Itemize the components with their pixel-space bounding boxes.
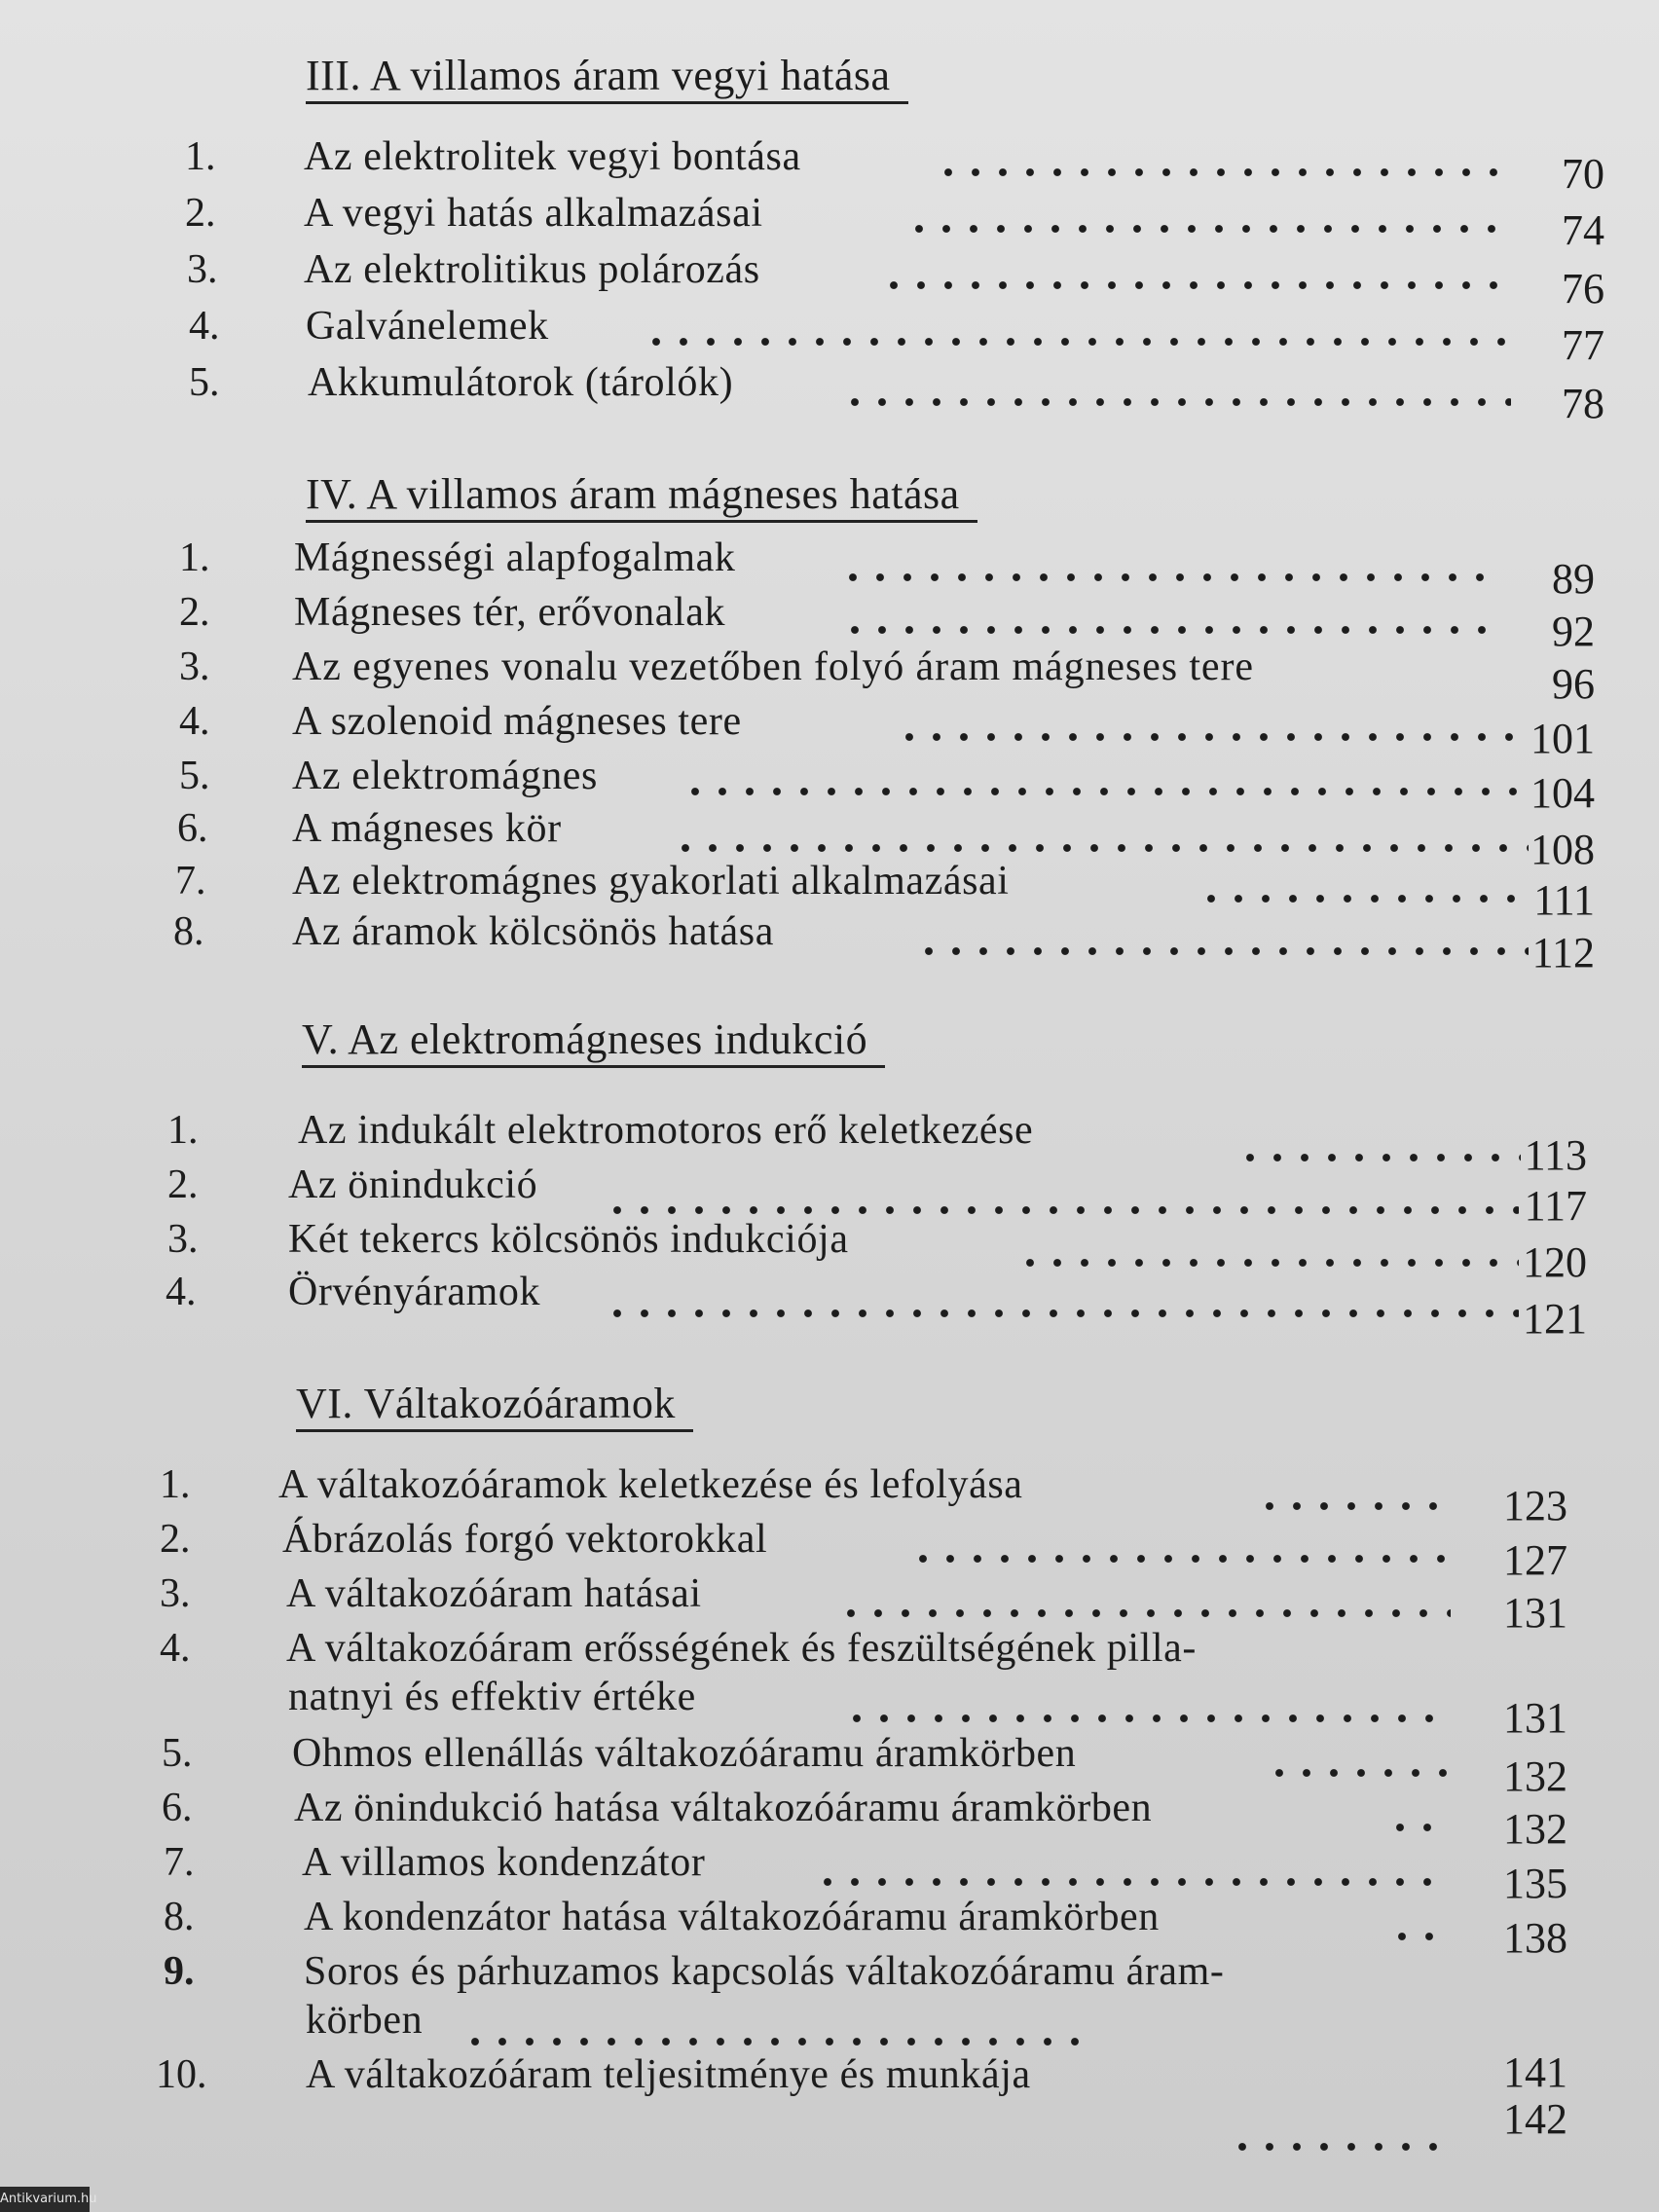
entry-page: 70 [1562,150,1604,198]
section-title: VI. Váltakozóáramok [296,1379,693,1432]
leader-dots [841,625,1501,635]
toc-entry [0,588,1659,655]
entry-number: 5. [162,1731,193,1776]
entry-number: 1. [179,535,210,580]
entry-title: A szolenoid mágneses tere [292,699,742,744]
leader-dots [1198,894,1529,903]
entry-page: 92 [1552,608,1595,655]
toc-entry [0,302,1659,369]
toc-entry [0,1947,1659,2056]
entry-number: 2. [185,191,216,236]
entry-page: 96 [1552,660,1595,708]
entry-title-continuation: körben [306,1998,424,2043]
entry-title: Az egyenes vonalu vezetőben folyó áram mágneses tere [292,645,1254,689]
toc-entry [0,1838,1659,1907]
leader-dots [1229,2142,1451,2152]
leader-dots [1266,1768,1451,1778]
entry-number: 8. [164,1895,195,1939]
toc-entry [0,1569,1659,1637]
leader-dots [1016,1258,1519,1268]
entry-title: A váltakozóáram hatásai [286,1571,702,1616]
entry-number: 8. [173,909,204,954]
entry-number: 6. [177,806,208,851]
entry-number: 10. [156,2052,207,2097]
toc-entry [0,1729,1659,1800]
entry-title: Mágnességi alapfogalmak [294,535,736,580]
toc-entry [0,1784,1659,1853]
toc-entry [0,1268,1659,1343]
entry-title: A vegyi hatás alkalmazásai [304,191,763,236]
leader-dots [604,1309,1519,1318]
leader-dots [905,224,1511,234]
entry-title: Az elektrolitikus polározás [304,247,760,292]
leader-dots [643,337,1511,347]
toc-entry [0,697,1659,762]
entry-page: 142 [1503,2095,1567,2143]
entry-number: 4. [160,1626,191,1671]
entry-title: Soros és párhuzamos kapcsolás váltakozóáramu áram- [304,1949,1225,1994]
entry-title: A kondenzátor hatása váltakozóáramu áramkörben [304,1895,1160,1939]
entry-number: 4. [179,699,210,744]
entry-title: Két tekercs kölcsönös indukciója [288,1217,849,1262]
entry-title: Az elektromágnes gyakorlati alkalmazásai [292,859,1010,903]
entry-page: 138 [1503,1914,1567,1962]
toc-entry [0,2048,1659,2143]
entry-number: 4. [189,304,220,349]
toc-entry [0,132,1659,198]
leader-dots [1256,1501,1451,1511]
entry-title: A váltakozóáram teljesitménye és munkája [306,2052,1031,2097]
leader-dots [896,732,1530,742]
entry-number: 1. [185,134,216,179]
entry-page: 117 [1524,1182,1587,1230]
entry-page: 89 [1552,555,1595,603]
leader-dots [935,167,1511,177]
entry-title: Ohmos ellenállás váltakozóáramu áramkörben [292,1731,1077,1776]
leader-dots [1388,1932,1453,1941]
toc-entry [0,245,1659,313]
entry-title-continuation: natnyi és effektiv értéke [288,1675,696,1719]
entry-page: 76 [1562,265,1604,313]
entry-title: A mágneses kör [292,806,562,851]
entry-page: 108 [1530,826,1595,873]
entry-number: 6. [162,1786,193,1830]
entry-title: Akkumulátorok (tárolók) [308,360,734,405]
entry-number: 3. [187,247,218,292]
entry-title: Az önindukció hatása váltakozóáramu áramkörben [294,1786,1153,1830]
toc-entry [0,1624,1659,1742]
leader-dots [604,1205,1519,1215]
entry-page: 112 [1531,929,1595,977]
toc-entry [0,752,1659,817]
section-title: IV. A villamos áram mágneses hatása [306,469,977,523]
entry-title: A váltakozóáramok keletkezése és lefolyása [278,1462,1023,1507]
section-title: V. Az elektromágneses indukció [302,1014,885,1068]
entry-number: 9. [164,1949,195,1994]
leader-dots [837,1608,1451,1618]
toc-entry [0,358,1659,427]
leader-dots [839,572,1501,582]
toc-entry [0,857,1659,924]
leader-dots [682,787,1529,796]
entry-number: 4. [166,1270,197,1314]
entry-page: 132 [1503,1805,1567,1853]
section-title: III. A villamos áram vegyi hatása [306,51,908,104]
toc-entry [0,804,1659,873]
entry-page: 74 [1562,206,1604,254]
entry-page: 120 [1523,1238,1587,1286]
entry-page: 113 [1524,1131,1587,1179]
leader-dots [909,1554,1451,1564]
entry-page: 77 [1562,321,1604,369]
leader-dots [814,1877,1451,1887]
entry-number: 3. [179,645,210,689]
entry-number: 3. [160,1571,191,1616]
leader-dots [841,397,1511,407]
toc-entry [0,189,1659,254]
entry-page: 101 [1530,715,1595,762]
toc-entry [0,1215,1659,1286]
entry-number: 1. [167,1108,199,1153]
entry-title: Galvánelemek [306,304,549,349]
entry-page: 141 [1503,2048,1567,2096]
leader-dots [843,1714,1451,1723]
entry-number: 5. [189,360,220,405]
entry-page: 78 [1562,380,1604,427]
entry-number: 3. [167,1217,199,1262]
entry-title: Mágneses tér, erővonalak [294,590,726,635]
entry-page: 132 [1503,1752,1567,1800]
entry-title: A villamos kondenzátor [302,1840,706,1885]
toc-entry [0,1893,1659,1962]
leader-dots [880,280,1509,290]
entry-title: Az áramok kölcsönös hatása [292,909,774,954]
entry-title: Örvényáramok [288,1270,541,1314]
entry-page: 121 [1523,1295,1587,1343]
entry-number: 2. [167,1162,199,1207]
entry-title: Az elektrolitek vegyi bontása [304,134,801,179]
entry-title: Az indukált elektromotoros erő keletkezése [298,1108,1034,1153]
toc-entry [0,534,1659,603]
entry-number: 1. [160,1462,191,1507]
entry-title: Az önindukció [288,1162,538,1207]
toc-entry [0,907,1659,977]
entry-number: 2. [179,590,210,635]
entry-title: Ábrázolás forgó vektorokkal [282,1517,768,1562]
toc-entry [0,1106,1659,1179]
entry-page: 131 [1503,1589,1567,1637]
entry-page: 135 [1503,1860,1567,1907]
entry-number: 5. [179,754,210,798]
entry-number: 2. [160,1517,191,1562]
entry-page: 131 [1503,1694,1567,1742]
leader-dots [915,946,1529,956]
entry-title: Az elektromágnes [292,754,598,798]
entry-page: 123 [1503,1482,1567,1530]
entry-page: 127 [1503,1536,1567,1584]
toc-entry [0,1161,1659,1230]
entry-title: A váltakozóáram erősségének és feszültségének pilla- [286,1626,1197,1671]
watermark: Antikvarium.hu [0,2187,90,2212]
entry-number: 7. [164,1840,195,1885]
entry-page: 104 [1530,769,1595,817]
toc-entry [0,1460,1659,1530]
leader-dots [672,843,1529,853]
leader-dots [461,2037,1094,2046]
leader-dots [1386,1823,1451,1832]
entry-page: 111 [1533,876,1595,924]
toc-entry [0,1515,1659,1584]
toc-entry [0,643,1659,708]
entry-number: 7. [175,859,206,903]
